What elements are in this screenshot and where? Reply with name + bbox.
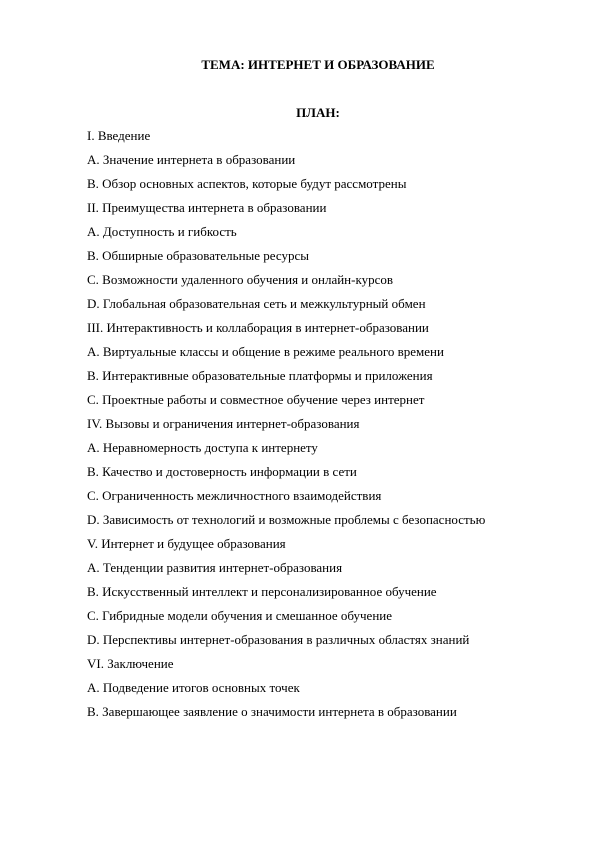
outline-item: III. Интерактивность и коллаборация в интернет-образовании	[87, 320, 429, 335]
outline-item: D. Зависимость от технологий и возможные проблемы с безопасностью	[87, 512, 486, 527]
outline-item: C. Гибридные модели обучения и смешанное обучение	[87, 608, 393, 623]
outline-item: B. Завершающее заявление о значимости интернета в образовании	[87, 704, 457, 719]
plan-outline	[87, 128, 485, 728]
outline-item: VI. Заключение	[87, 656, 174, 671]
outline-item: C. Проектные работы и совместное обучение через интернет	[87, 392, 425, 407]
outline-item: II. Преимущества интернета в образовании	[87, 200, 327, 215]
document-title: ТЕМА: ИНТЕРНЕТ И ОБРАЗОВАНИЕ	[201, 57, 435, 72]
outline-item: V. Интернет и будущее образования	[87, 536, 286, 551]
outline-item: D. Перспективы интернет-образования в различных областях знаний	[87, 632, 470, 647]
outline-item: A. Значение интернета в образовании	[87, 152, 296, 167]
outline-item: C. Ограниченность межличностного взаимодействия	[87, 488, 382, 503]
outline-item: A. Тенденции развития интернет-образования	[87, 560, 343, 575]
outline-item: C. Возможности удаленного обучения и онлайн-курсов	[87, 272, 394, 287]
outline-item: B. Интерактивные образовательные платформы и приложения	[87, 368, 433, 383]
outline-item: IV. Вызовы и ограничения интернет-образования	[87, 416, 360, 431]
outline-item: B. Искусственный интеллект и персонализированное обучение	[87, 584, 437, 599]
outline-item: A. Подведение итогов основных точек	[87, 680, 300, 695]
outline-item: B. Обширные образовательные ресурсы	[87, 248, 309, 263]
plan-heading: ПЛАН:	[296, 105, 340, 120]
outline-item: A. Неравномерность доступа к интернету	[87, 440, 318, 455]
outline-item: B. Обзор основных аспектов, которые будут рассмотрены	[87, 176, 407, 191]
outline-item: I. Введение	[87, 128, 151, 143]
outline-item: D. Глобальная образовательная сеть и межкультурный обмен	[87, 296, 426, 311]
outline-item: A. Доступность и гибкость	[87, 224, 237, 239]
outline-item: B. Качество и достоверность информации в сети	[87, 464, 357, 479]
outline-item: A. Виртуальные классы и общение в режиме реального времени	[87, 344, 444, 359]
